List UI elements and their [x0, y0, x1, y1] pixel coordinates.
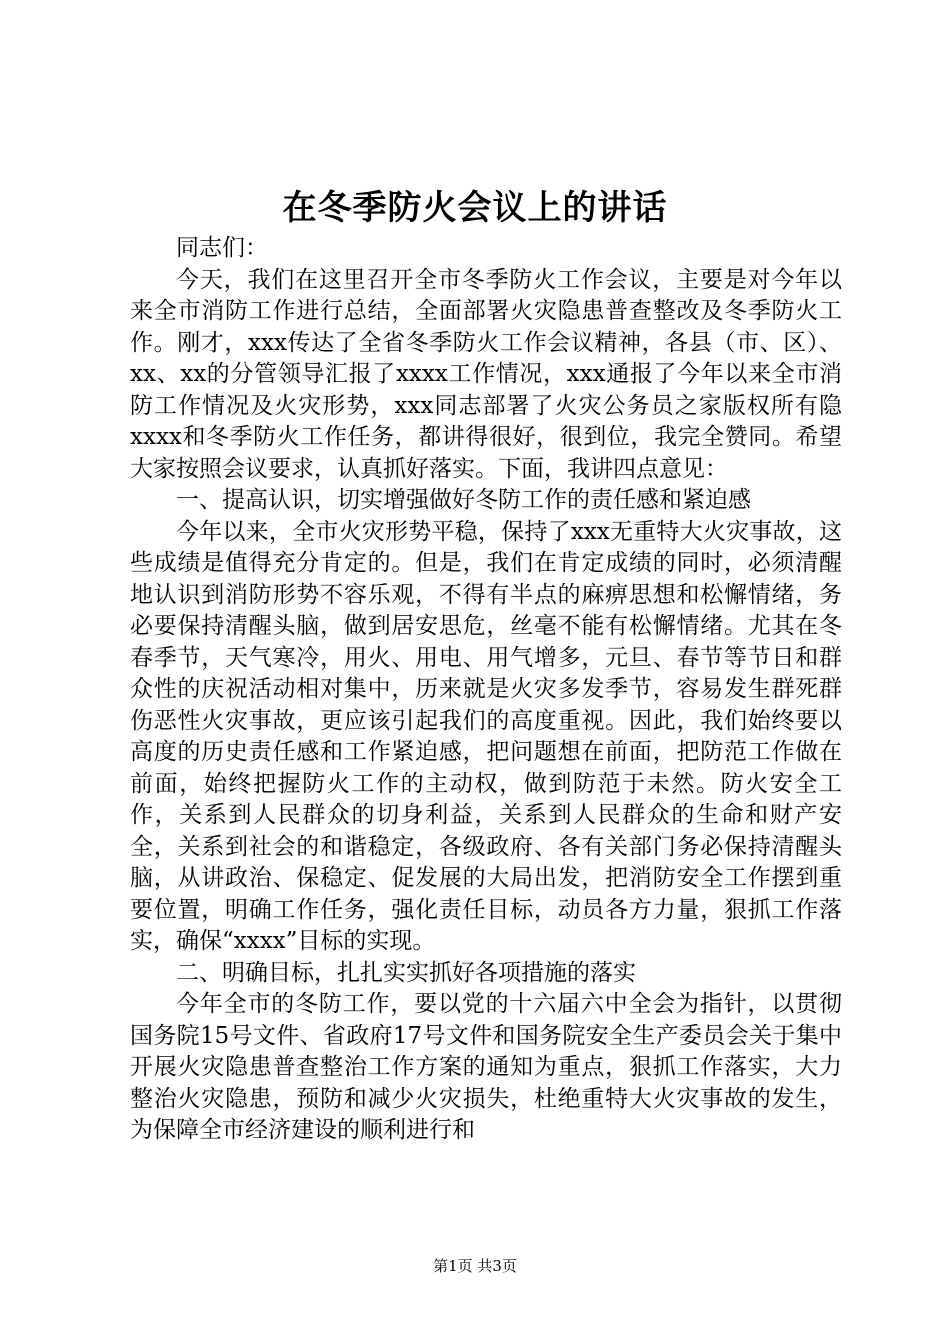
- paragraph-intro: 今天，我们在这里召开全市冬季防火工作会议，主要是对今年以来全市消防工作进行总结，全面部署火灾隐患普查整改及冬季防火工作。刚才，xxx传达了全省冬季防火工作会议精神，各县（市、区）、xx、xx的分管领导汇报了xxxx工作情况，xxx通报了今年以来全市消防工作情况及火灾形势，xxx同志部署了火灾公务员之家版权所有隐xxxx和冬季防火工作任务，都讲得很好，很到位，我完全赞同。希望大家按照会议要求，认真抓好落实。下面，我讲四点意见：: [130, 266, 842, 482]
- document-body: [130, 233, 842, 1147]
- section-heading-2: 二、明确目标，扎扎实实抓好各项措施的落实: [176, 959, 636, 986]
- page-number-footer: 第1页 共3页: [433, 1257, 517, 1275]
- section-heading-1: 一、提高认识，切实增强做好冬防工作的责任感和紧迫感: [176, 487, 751, 513]
- salutation: 同志们：: [176, 235, 268, 261]
- document-title: 在冬季防火会议上的讲话: [282, 188, 668, 228]
- paragraph-section-1: 今年以来，全市火灾形势平稳，保持了xxx无重特大火灾事故，这些成绩是值得充分肯定的。但是，我们在肯定成绩的同时，必须清醒地认识到消防形势不容乐观，不得有半点的麻痹思想和松懈情绪，务必要保持清醒头脑，做到居安思危，丝毫不能有松懈情绪。尤其在冬春季节，天气寒冷，用火、用电、用气增多，元旦、春节等节日和群众性的庆祝活动相对集中，历来就是火灾多发季节，容易发生群死群伤恶性火灾事故，更应该引起我们的高度重视。因此，我们始终要以高度的历史责任感和工作紧迫感，把问题想在前面，把防范工作做在前面，始终把握防火工作的主动权，做到防范于未然。防火安全工作，关系到人民群众的切身利益，关系到人民群众的生命和财产安全，关系到社会的和谐稳定，各级政府、各有关部门务必保持清醒头脑，从讲政治、保稳定、促发展的大局出发，把消防安全工作摆到重要位置，明确工作任务，强化责任目标，动员各方力量，狠抓工作落实，确保“xxxx”目标的实现。: [130, 518, 842, 954]
- paragraph-section-2: 今年全市的冬防工作，要以党的十六届六中全会为指针，以贯彻国务院15号文件、省政府17号文件和国务院安全生产委员会关于集中开展火灾隐患普查整治工作方案的通知为重点，狠抓工作落实，大力整治火灾隐患，预防和减少火灾损失，杜绝重特大火灾事故的发生，为保障全市经济建设的顺利进行和: [130, 991, 842, 1143]
